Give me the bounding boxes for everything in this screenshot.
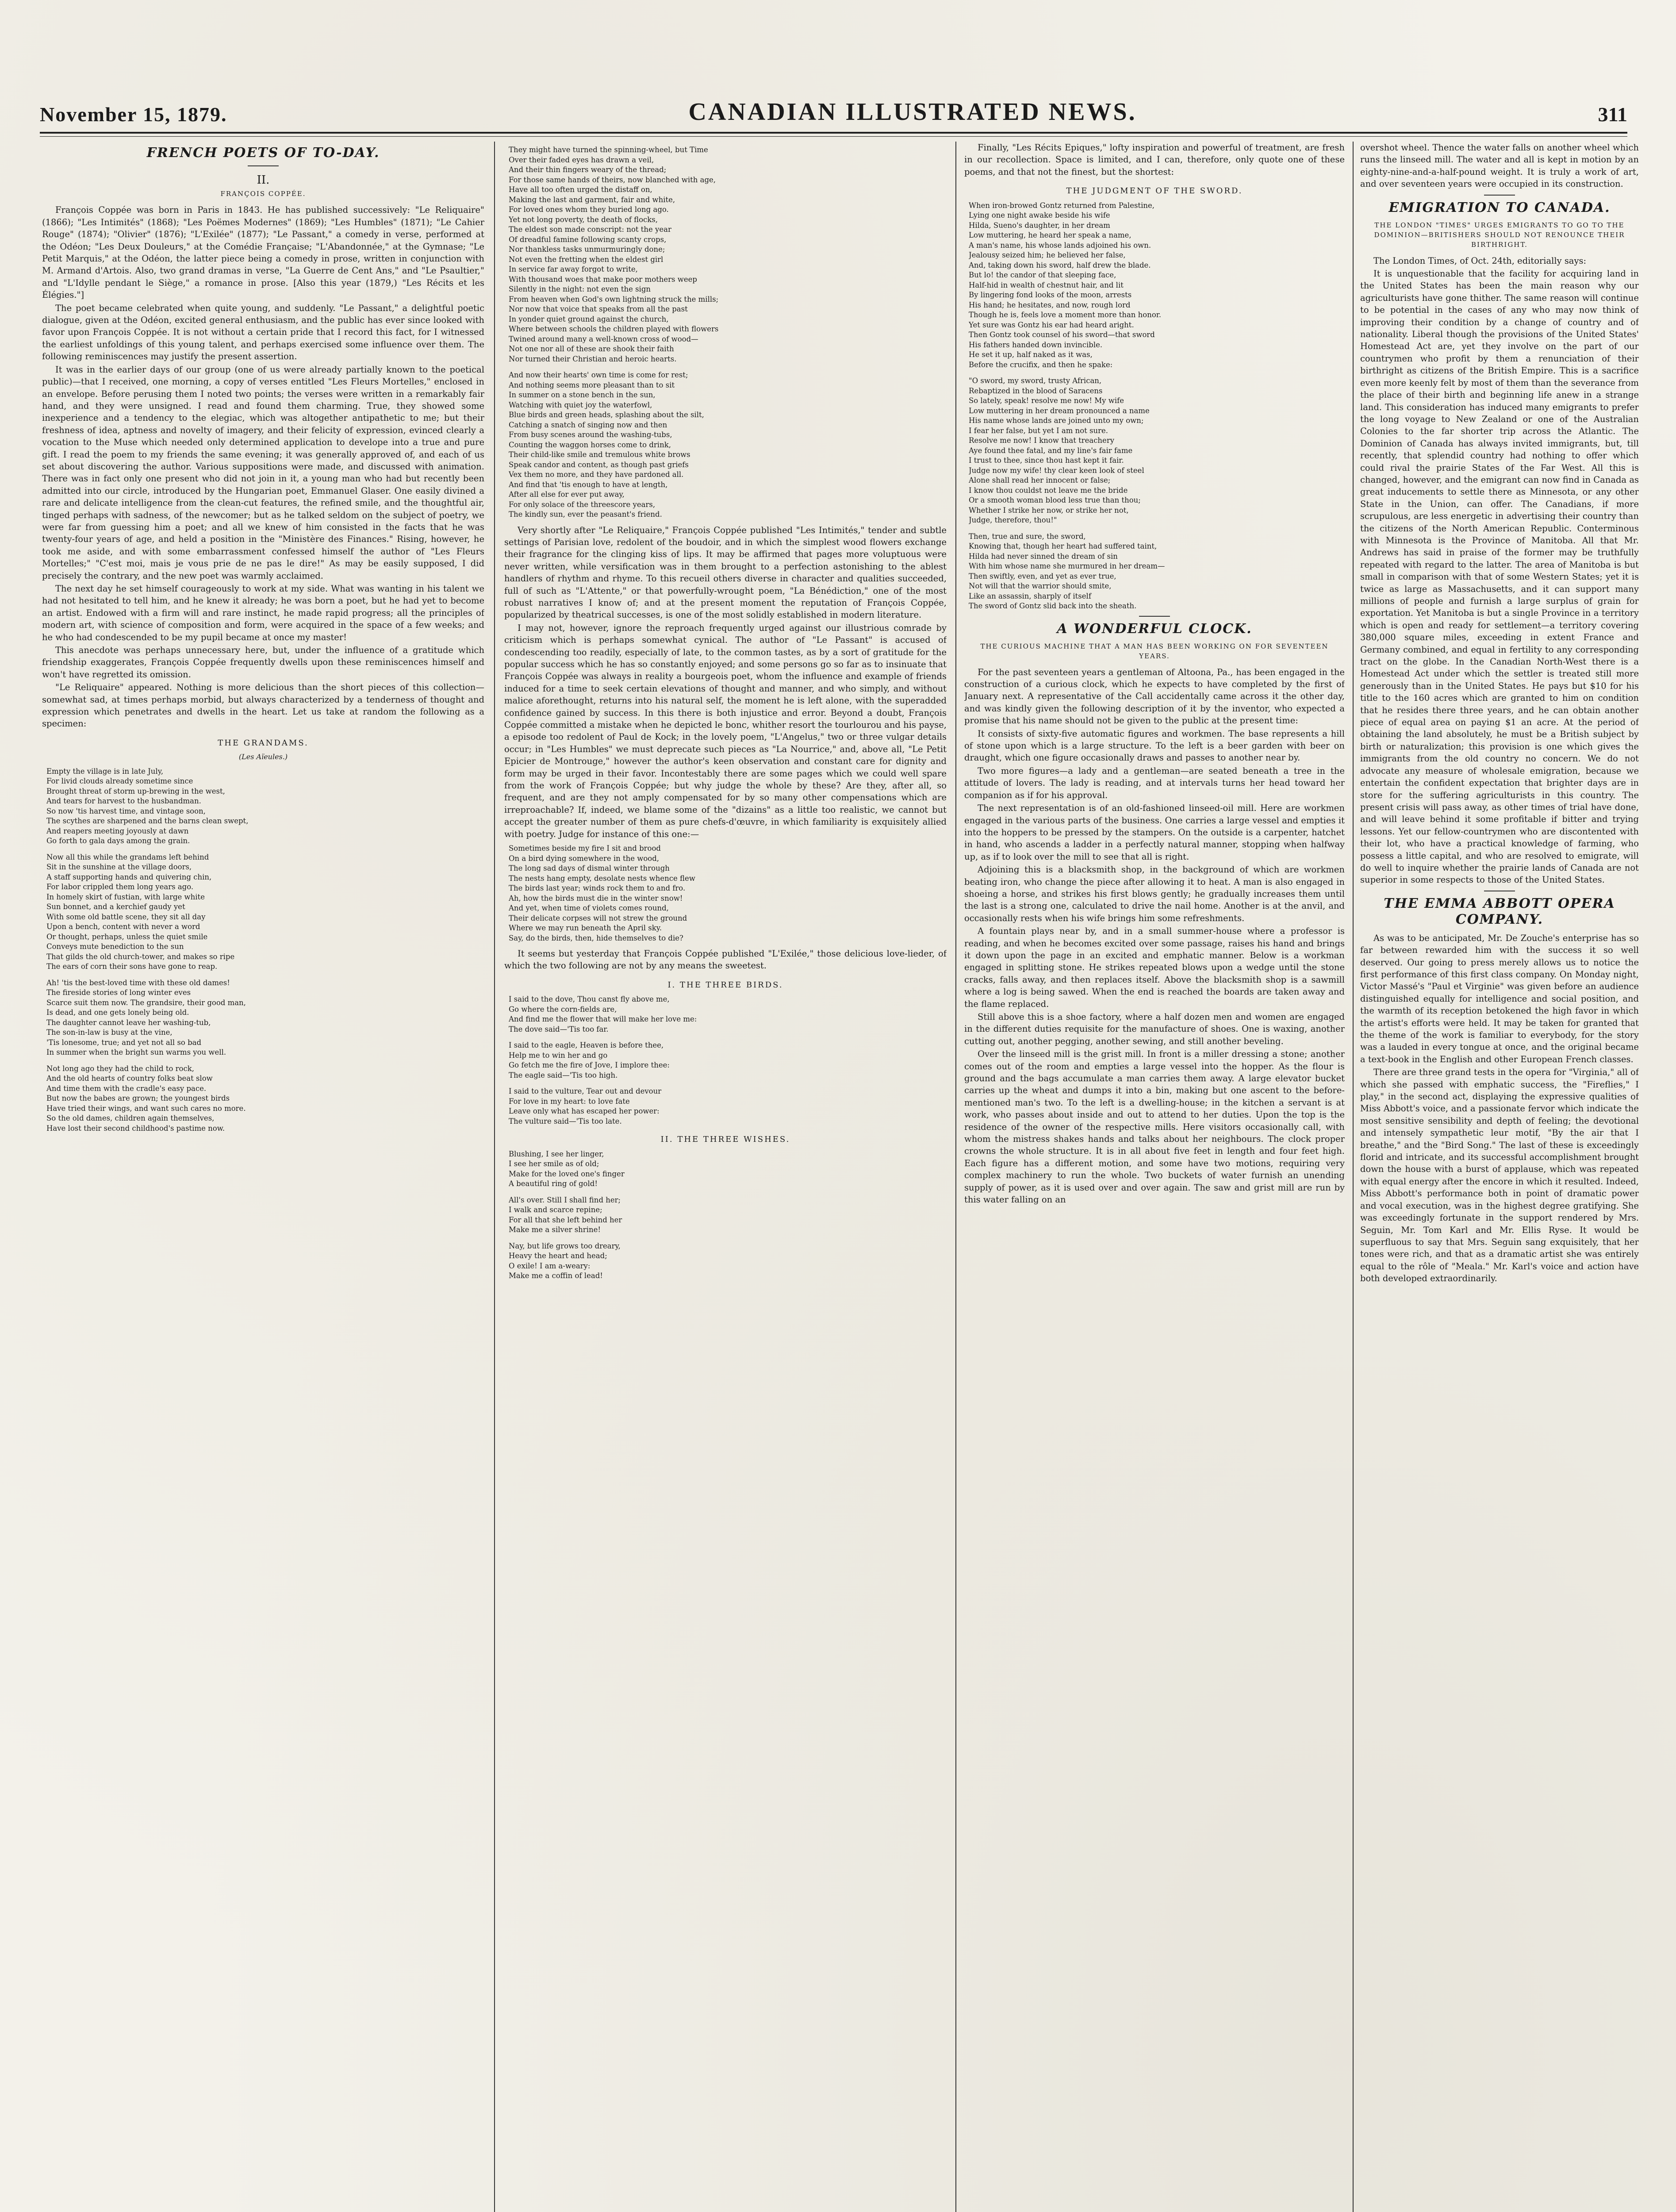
- poem-line: Have tried their wings, and want such cares no more.: [46, 1104, 246, 1113]
- poem-line: With some old battle scene, they sit all day: [46, 912, 206, 921]
- poem-line: By lingering fond looks of the moon, arrests: [969, 291, 1132, 300]
- title-rule: [248, 165, 279, 166]
- poem-line: Leave only what has escaped her power:: [509, 1107, 660, 1116]
- poem-line: Make for the loved one's finger: [509, 1169, 625, 1178]
- poem-line: Of dreadful famine following scanty crops,: [509, 235, 667, 244]
- poem-line: "O sword, my sword, trusty African,: [969, 376, 1102, 385]
- paragraph: Two more figures—a lady and a gentleman—are seated beneath a tree in the attitude of lovers. The lady is reading, and at intervals turns her head toward her companion as if for his approval.: [964, 765, 1345, 800]
- emigration-paragraphs: [1360, 255, 1639, 886]
- column-1: [42, 142, 484, 2212]
- paragraph: This anecdote was perhaps unnecessary here, but, under the influence of a gratitude which friendship exaggerates, François Coppée frequently dwells upon these reminiscences himself and won't have regretted its omission.: [42, 645, 484, 680]
- poem-line: O exile! I am a-weary:: [509, 1261, 591, 1270]
- poem-line: Then swiftly, even, and yet as ever true,: [969, 572, 1116, 580]
- poem-line: Low muttering in her dream pronounced a name: [969, 406, 1150, 415]
- poem-dizain: [509, 844, 947, 943]
- poem-line: Or thought, perhaps, unless the quiet smile: [46, 932, 208, 941]
- poem-line: For livid clouds already sometime since: [46, 777, 193, 786]
- poem-line: Go where the corn-fields are,: [509, 1005, 617, 1014]
- poem-line: Whether I strike her now, or strike her not,: [969, 506, 1129, 515]
- opera-paragraphs: [1360, 932, 1639, 1285]
- poem-line: Empty the village is in late July,: [46, 767, 164, 776]
- stanza-break: [509, 1034, 947, 1041]
- poem-line: Alone shall read her innocent or false;: [969, 476, 1111, 485]
- poem-line: With thousand woes that make poor mothers weep: [509, 275, 697, 284]
- poem-line: Not will that the warrior should smite,: [969, 582, 1112, 591]
- poem-line: And yet, when time of violets comes round,: [509, 904, 669, 913]
- stanza-break: [509, 1080, 947, 1087]
- poem-line: And, taking down his sword, half drew the blade.: [969, 261, 1151, 269]
- poem-line: And the old hearts of country folks beat slow: [46, 1074, 213, 1083]
- paragraph: It seems but yesterday that François Coppée published "L'Exilée," those delicious love-lieder, of which the two following are not by any means the sweetest.: [504, 949, 947, 971]
- poem-line: Have all too often urged the distaff on,: [509, 185, 652, 194]
- poem-line: Now all this while the grandams left behind: [46, 853, 209, 861]
- poem-line: His fathers handed down invincible.: [969, 340, 1103, 349]
- poem-grandams: [46, 767, 484, 1134]
- poem-line: The kindly sun, ever the peasant's friend.: [509, 510, 662, 518]
- poem-line: I see her smile as of old;: [509, 1160, 599, 1168]
- poem-line: Their delicate corpses will not strew the ground: [509, 914, 687, 922]
- issue-date: November 15, 1879.: [40, 103, 227, 126]
- poem-title-grandams: THE GRANDAMS.: [218, 738, 309, 748]
- poem-grandams-continued: [509, 145, 947, 520]
- poem-line: Scarce suit them now. The grandsire, their good man,: [46, 998, 246, 1007]
- poem-line: When iron-browed Gontz returned from Palestine,: [969, 201, 1154, 210]
- stanza-break: [509, 1235, 947, 1241]
- column-3: [964, 142, 1345, 2212]
- poem-line: Have lost their second childhood's pastime now.: [46, 1124, 225, 1133]
- clock-paragraphs: [964, 666, 1345, 1206]
- poem-line: The daughter cannot leave her washing-tub,: [46, 1018, 211, 1027]
- paragraph: It consists of sixty-five automatic figures and workmen. The base represents a hill of stone upon which is a large structure. To the left is a beer garden with beer on draught, which one figure occasionally draws and passes to another near by.: [964, 728, 1345, 763]
- poem-line: With him whose name she murmured in her dream—: [969, 562, 1165, 571]
- poem-line: Sun bonnet, and a kerchief gaudy yet: [46, 902, 185, 911]
- poem-line: Their child-like smile and tremulous white brows: [509, 450, 690, 459]
- poem-line: A beautiful ring of gold!: [509, 1179, 598, 1188]
- poem-line: Catching a snatch of singing now and then: [509, 420, 667, 429]
- poem-line: On a bird dying somewhere in the wood,: [509, 854, 660, 863]
- poem-line: His name whose lands are joined unto my own;: [969, 416, 1144, 425]
- poem-line: Upon a bench, content with never a word: [46, 922, 200, 931]
- poem-line: Make me a coffin of lead!: [509, 1271, 603, 1280]
- poem-line: Vex them no more, and they have pardoned all.: [509, 470, 684, 479]
- poem-line: Then, true and sure, the sword,: [969, 532, 1086, 541]
- poem-line: Twined around many a well-known cross of wood—: [509, 334, 698, 343]
- section-rule: [1139, 616, 1170, 617]
- poem-line: Nor now that voice that speaks from all the past: [509, 305, 688, 313]
- poem-title-three-birds: I. THE THREE BIRDS.: [667, 980, 783, 990]
- poem-judgment-sword: [969, 201, 1345, 611]
- poem-line: For love in my heart: to love fate: [509, 1097, 630, 1106]
- stanza-break: [969, 370, 1345, 376]
- poem-line: Silently in the night: not even the sign: [509, 285, 651, 293]
- poem-line: Counting the waggon horses come to drink,: [509, 440, 671, 449]
- poem-line: Making the last and garment, fair and white,: [509, 195, 675, 204]
- poem-line: Low muttering, he heard her speak a name,: [969, 231, 1131, 240]
- paragraph: Still above this is a shoe factory, where a half dozen men and women are engaged in the different duties requisite for the manufacture of shoes. One is waxing, another cutting out, another pegging, another sewing, and still another beveling.: [964, 1012, 1345, 1046]
- poem-line: For all that she left behind her: [509, 1215, 622, 1224]
- poem-line: In service far away forgot to write,: [509, 265, 638, 273]
- poem-line: Hilda had never sinned the dream of sin: [969, 552, 1118, 561]
- poem-line: And time them with the cradle's easy pace.: [46, 1084, 207, 1093]
- poem-line: So now 'tis harvest time, and vintage soon,: [46, 806, 206, 815]
- poem-line: And find that 'tis enough to have at length,: [509, 480, 668, 489]
- stanza-break: [46, 972, 484, 978]
- poem-line: Heavy the heart and head;: [509, 1252, 607, 1260]
- paragraph: It is unquestionable that the facility for acquiring land in the United States has been the main reason why our agriculturists have gone thither. The same reason will continue to be potential in the cases of any who may now think of improving their condition by a change of country and of nationality. Liberal though the provisions of the United States' Homestead Act are, yet they involve on the part of our countrymen who profit by them a renunciation of their birthright as citizens of the British Empire. This is a sacrifice even more keenly felt by most of them than the severance from the place of their birth and beginning life anew in a strange land. This consideration has induced many emigrants to prefer the long voyage to New Zealand or one of the Australian Colonies to the far shorter trip across the Atlantic. The Dominion of Canada has always invited immigrants, but, till recently, that splendid country had nothing to offer which could rival the prairie States of the Far West. All this is changed, however, and the emigrant can now find in Canada as great inducements to settle there as Minnesota, or any other State in the Union, can offer. The Canadians, if more scrupulous, are less energetic in advertising their country than the citizens of the North American Republic. Conterminous with Minnesota is the Province of Manitoba. All that Mr. Andrews has said in praise of the former may be truthfully repeated with regard to the latter. The area of Manitoba is but small in comparison with that of some Western States; yet it is twice as large as Massachusetts, and it can support many millions of people and furnish a large surplus of grain for exportation. Yet Manitoba is but a single Province in a territory which is open and ready for settlement—a territory covering 380,000 square miles, exceeding in extent France and Germany combined, and equal in fertility to any corresponding tract on the globe. In the Canadian North-West there is a Homestead Act under which the settler is treated still more generously than in the United States. He pays but $10 for his title to the 160 acres which are granted to him on condition that he resides there three years, and he can obtain another piece of equal area on paying $1 an acre. At the period of obtaining the land absolutely, he must be a British subject by birth or naturalization; this provision is one which gives the immigrants from the old country no concern. We do not advocate any measure of wholesale emigration, because we entertain the confident expectation that brighter days are in store for the suffering agriculturists in this country. The present crisis will pass away, as other times of trial have done, and will leave behind it some profitable if bitter and trying lessons. Yet our fellow-countrymen who are discontented with their lot, who have a practical knowledge of farming, who possess a little capital, and who are resolved to emigrate, will do well to inquire whether the prairie lands of Canada are not superior in some respects to those of the United States.: [1360, 269, 1639, 885]
- poem-title-three-wishes: II. THE THREE WISHES.: [660, 1135, 790, 1144]
- poem-line: I trust to thee, since thou hast kept it fair.: [969, 456, 1124, 465]
- article-title-french-poets: FRENCH POETS OF TO-DAY.: [146, 145, 380, 161]
- poem-line: But lo! the candor of that sleeping face,: [969, 271, 1116, 280]
- poem-line: In summer on a stone bench in the sun,: [509, 391, 656, 399]
- poem-line: Nor turned their Christian and heroic hearts.: [509, 354, 677, 363]
- poem-line: Yet not long poverty, the death of flocks,: [509, 215, 658, 224]
- poem-line: In summer when the bright sun warms you well.: [46, 1048, 226, 1057]
- poem-line: And reapers meeting joyously at dawn: [46, 826, 189, 835]
- paragraph: It was in the earlier days of our group (one of us were already partially known to the poetical public)—that I received, one morning, a copy of verses entitled "Les Fleurs Mortelles," enclosed in an envelope. Before perusing them I noted two points; the verses were written in a remarkably fair hand, and they were unsigned. I read and found them charming. True, they showed some inexperience and a tendency to the elegiac, which was altogether antipathetic to me; but their freshness of idea, aptness and novelty of imagery, and their felicity of expression, evinced clearly a vocation to the Muse which needed only determined application to develope into a true and pure gift. I read the poem to my friends the same evening; it was generally approved of, and each of us set about discovering the author. Various suppositions were made, and discussed with animation. There was in fact only one present who did not join in it, a young man who had but recently been admitted into our circle, introduced by the Hungarian poet, Emmanuel Glaser. One easily divined a rare and delicate intelligence from the clean-cut features, the refined smile, and the thoughtful air, tinged perhaps with sadness, of the newcomer; but as he talked seldom on the subject of poetry, we were far from guessing him a poet; and all we knew of him consisted in the facts that he was twenty-four years of age, and held a position in the "Ministère des Finances." Rising, however, he took me aside, and with some embarrassment confessed himself the author of "Les Fleurs Mortelles;" "C'est moi, mais je vous prie de ne pas le dire!" As may be easily supposed, I did precisely the contrary, and the new poet was warmly acclaimed.: [42, 364, 484, 581]
- masthead-rule: [40, 132, 1627, 137]
- article-subtitle: FRANÇOIS COPPÉE.: [220, 190, 306, 198]
- poem-line: For only solace of the threescore years,: [509, 500, 656, 509]
- poem-line: They might have turned the spinning-wheel, but Time: [509, 146, 708, 154]
- poem-line: Speak candor and content, as though past griefs: [509, 460, 689, 469]
- poem-three-wishes: [509, 1149, 947, 1281]
- poem-line: Ah! 'tis the best-loved time with these old dames!: [46, 978, 230, 987]
- poem-line: Resolve me now! I know that treachery: [969, 436, 1115, 445]
- poem-line: The eldest son made conscript: not the year: [509, 225, 671, 234]
- poem-line: And find me the flower that will make her love me:: [509, 1015, 697, 1024]
- poem-line: Where we may run beneath the April sky.: [509, 924, 662, 933]
- poem-line: Over their faded eyes has drawn a veil,: [509, 155, 654, 164]
- poem-line: Where between schools the children played with flowers: [509, 325, 719, 333]
- paragraph: Finally, "Les Récits Epiques," lofty inspiration and powerful of treatment, are fresh in our recollection. Space is limited, and I can, therefore, only quote one of these poems, and that not the finest, but the shortest:: [964, 142, 1345, 177]
- stanza-break: [509, 1189, 947, 1195]
- poem-line: Then Gontz took counsel of his sword—that sword: [969, 330, 1155, 339]
- poem-line: I said to the eagle, Heaven is before thee,: [509, 1041, 664, 1050]
- paragraph: François Coppée was born in Paris in 1843. He has published successively: "Le Reliquaire" (1866); "Les Intimités" (1868); "Les Poëmes Modernes" (1869); "Les Humbles" (1871); "Le Cahier Rouge" (1874); "Olivier" (1876); "L'Exilée" (1877); "Le Passant," a comedy in verse, performed at the Odéon; "Les Deux Douleurs," at the Comédie Française; "L'Abandonnée," at the Gymnase; "Le Petit Marquis," at the Odéon, the latter piece being a comedy in prose, written in conjunction with M. Armand d'Artois. Also, two grand dramas in verse, "La Guerre de Cent Ans," and "Le Psaultier," and "L'Idylle pendant le Siège," a romance in prose. [Also this year (1879,) "Les Récits et les Élégies."]: [42, 205, 484, 300]
- poem-line: Conveys mute benediction to the sun: [46, 942, 184, 951]
- poem-line: And tears for harvest to the husbandman.: [46, 797, 201, 806]
- poem-line: From busy scenes around the washing-tubs,: [509, 430, 672, 439]
- poem-line: I know thou couldst not leave me the bride: [969, 486, 1128, 495]
- poem-line: The long sad days of dismal winter through: [509, 864, 670, 873]
- poem-line: A man's name, his whose lands adjoined his own.: [969, 241, 1151, 250]
- poem-line: The dove said—'Tis too far.: [509, 1025, 609, 1033]
- poem-line: Sometimes beside my fire I sit and brood: [509, 844, 661, 853]
- poem-line: I said to the dove, Thou canst fly above me,: [509, 995, 670, 1004]
- column-divider: [1353, 142, 1354, 2212]
- column-divider: [494, 142, 495, 2212]
- masthead: [40, 86, 1627, 126]
- col2-paragraphs-b: [504, 948, 947, 972]
- poem-line: Like an assassin, sharply of itself: [969, 591, 1091, 600]
- paragraph: I may not, however, ignore the reproach frequently urged against our illustrious comrade by criticism which is perhaps somewhat cynical. The author of "Le Passant" is accused of condescending too readily, especially of late, to the common tastes, as by a sort of gratitude for the popular success which he has so constantly enjoyed; and some persons go so far as to insinuate that François Coppée was always in reality a bourgeois poet, whom the influence and example of friends induced for a time to seek certain elevations of thought and manner, and who simply, and without malice aforethought, returns into his natural self, the moment he is left alone, with the superadded confidence gained by success. In this there is both injustice and error. Beyond a doubt, François Coppée committed a mistake when he depicted le bonc, whither resort the tourlourou and his payse, a episode too redolent of Paul de Kock; in the lovely poem, "L'Angelus," two or three vulgar details occur; in "Les Humbles" we must deprecate such pieces as "La Nourrice," and, above all, "Le Petit Epicier de Montrouge," however the author's keen observation and constant care for dignity and form may be urged in their favor. Incontestably there are some pages which we could well spare from the work of François Coppée; but why judge the whole by these? Are they, after all, so frequent, and are they not amply compensated for by so many other compensations which are irreproachable? If, indeed, we blame some of the "dizains" as a little too realistic, we cannot but accept the greater number of them as pure chefs-d'œuvre, in which familiarity is exquisitely allied with poetry. Judge for instance of this one:—: [504, 622, 947, 839]
- poem-three-birds: [509, 995, 947, 1126]
- poem-line: In yonder quiet ground against the church,: [509, 315, 669, 323]
- poem-line: I walk and scarce repine;: [509, 1206, 602, 1214]
- poem-line: Nay, but life grows too dreary,: [509, 1241, 621, 1250]
- col3-paragraphs: [964, 142, 1345, 178]
- paragraph: For the past seventeen years a gentleman of Altoona, Pa., has been engaged in the construction of a curious clock, which he expects to have completed by the first of January next. A representative of the Call accidentally came across it the other day, and was kindly given the following description of it by the inventor, who expected a promise that his name should not be given to the public at the present time:: [964, 667, 1345, 726]
- poem-line: Aye found thee fatal, and my line's fair fame: [969, 446, 1133, 455]
- poem-line: Nor thankless tasks unmurmuringly done;: [509, 245, 665, 253]
- poem-line: Is dead, and one gets lonely being old.: [46, 1008, 189, 1017]
- poem-subtitle-grandams: (Les Aïeules.): [238, 753, 288, 761]
- poem-line: Sit in the sunshine at the village doors,: [46, 863, 192, 872]
- poem-line: Not long ago they had the child to rock,: [46, 1064, 194, 1073]
- poem-line: Before the crucifix, and then he spake:: [969, 360, 1113, 369]
- poem-line: The scythes are sharpened and the barns clean swept,: [46, 817, 249, 826]
- article-title-emigration: EMIGRATION TO CANADA.: [1388, 200, 1611, 215]
- poem-line: Judge now my wife! thy clear keen look of steel: [969, 466, 1144, 475]
- stanza-break: [46, 1058, 484, 1064]
- paragraph: The next representation is of an old-fashioned linseed-oil mill. Here are workmen engaged in the various parts of the business. One carries a large vessel and empties it into the hoppers to be pressed by the stampers. On the outside is a carpenter, hatchet in hand, who ascends a ladder in a perfectly natural manner, stopping when halfway up, as if to look over the mill to see that all is right.: [964, 803, 1345, 862]
- paragraph: Very shortly after "Le Reliquaire," François Coppée published "Les Intimités," tender and subtle settings of Parisian love, redolent of the boudoir, and in which the simplest wood flowers exchange their fragrance for the clinging kiss of lips. It may be affirmed that pages more voluptuous were never written, while versification was in them brought to a perfection astonishing to the ablest handlers of rhythm and rhyme. To this recueil others diverse in character and qualities succeeded, full of such as "L'Attente," or that powerfully-wrought poem, "La Bénédiction," one of the most robust narratives I know of; and at the present moment the reputation of François Coppée, popularized by theatrical successes, is one of the most solidly established in modern literature.: [504, 525, 947, 620]
- poem-line: Knowing that, though her heart had suffered taint,: [969, 542, 1157, 551]
- poem-line: Though he is, feels love a moment more than honor.: [969, 311, 1162, 319]
- poem-line: Brought threat of storm up-brewing in the west,: [46, 787, 225, 795]
- poem-line: The birds last year; winds rock them to and fro.: [509, 884, 686, 893]
- paragraph: The poet became celebrated when quite young, and suddenly. "Le Passant," a delightful poetic dialogue, given at the Odéon, excited general enthusiasm, and the public has ever since looked with favor upon François Coppée. It is not without a certain pride that I record this fact, for I witnessed the earliest unfoldings of this young talent, and perhaps exercised some influence over them. The following reminiscences may justify the present assertion.: [42, 303, 484, 362]
- paragraph: The next day he set himself courageously to work at my side. What was wanting in his talent we had not hesitated to tell him, and he knew it already; he was born a poet, but he had yet to become an artist. Endowed with a firm will and rare instinct, he made rapid progress; all the principles of modern art, with science of composition and form, were acquired in the space of a few weeks; and he who had condescended to be my pupil became at once my master!: [42, 584, 484, 642]
- poem-line: In homely skirt of fustian, with large white: [46, 892, 205, 901]
- paragraph: Adjoining this is a blacksmith shop, in the background of which are workmen beating iron, who change the piece after allowing it to heat. A man is also engaged in shoeing a horse, and strikes his first blows gently; he gradually increases them until the last is a strong one, calculated to drive the nail home. Another is at the anvil, and occasionally rests when his wife brings him some refreshments.: [964, 864, 1345, 923]
- poem-line: Rebaptized in the blood of Saracens: [969, 386, 1103, 395]
- poem-line: And their thin fingers weary of the thread;: [509, 165, 667, 174]
- poem-line: So lately, speak! resolve me now! My wife: [969, 396, 1124, 405]
- paragraph: "Le Reliquaire" appeared. Nothing is more delicious than the short pieces of this collection—somewhat sad, at times perhaps morbid, but always characterized by a tenderness of thought and expression which penetrates and dwells in the heart. Let us take at random the following as a specimen:: [42, 682, 484, 729]
- poem-line: Not even the fretting when the eldest girl: [509, 255, 663, 264]
- poem-line: For those same hands of theirs, now blanched with age,: [509, 175, 716, 184]
- poem-line: A staff supporting hands and quivering chin,: [46, 872, 212, 881]
- poem-line: His hand; he hesitates, and now, rough lord: [969, 300, 1131, 309]
- poem-line: For loved ones whom they buried long ago.: [509, 205, 669, 214]
- poem-line: Blue birds and green heads, splashing about the silt,: [509, 411, 704, 419]
- poem-line: Hilda, Sueno's daughter, in her dream: [969, 221, 1110, 230]
- poem-line: But now the babes are grown; the youngest birds: [46, 1094, 230, 1103]
- poem-line: From heaven when God's own lightning struck the mills;: [509, 295, 719, 303]
- poem-line: I said to the vulture, Tear out and devour: [509, 1087, 662, 1096]
- article-title-emma-abbott: THE EMMA ABBOTT OPERA COMPANY.: [1384, 895, 1615, 927]
- stanza-break: [969, 526, 1345, 532]
- poem-line: Say, do the birds, then, hide themselves to die?: [509, 933, 683, 942]
- paragraph: A fountain plays near by, and in a small summer-house where a professor is reading, and when he becomes excited over some passage, raises his hand and brings it down upon the page in an excited and emphatic manner. Below is a workman engaged in splitting stone. He strikes repeated blows upon a wedge until the stone cracks, falls away, and then replaces itself. Above the blacksmith shop is a sawmill where a log is being sawed. When the end is reached the boards are taken away and the flame replaced.: [964, 926, 1345, 1009]
- poem-line: And nothing seems more pleasant than to sit: [509, 380, 675, 389]
- stanza-break: [46, 846, 484, 853]
- poem-line: Half-hid in wealth of chestnut hair, and lit: [969, 280, 1124, 289]
- poem-line: Make me a silver shrine!: [509, 1225, 601, 1234]
- poem-line: The fireside stories of long winter eves: [46, 988, 191, 997]
- poem-line: Judge, therefore, thou!": [969, 516, 1057, 525]
- stanza-break: [509, 364, 947, 370]
- article-subtitle-emigration: THE LONDON "TIMES" URGES EMIGRANTS TO GO TO THE DOMINION—BRITISHERS SHOULD NOT RENOUNCE THEIR BIRTHRIGHT.: [1374, 221, 1625, 249]
- section-rule: [1484, 195, 1515, 196]
- article-title-wonderful-clock: A WONDERFUL CLOCK.: [1057, 621, 1252, 637]
- poem-line: And now their hearts' own time is come for rest;: [509, 371, 688, 379]
- poem-line: The ears of corn their sons have gone to reap.: [46, 962, 218, 971]
- col4-paragraphs: [1360, 142, 1639, 190]
- poem-line: Or a smooth woman blood less true than thou;: [969, 496, 1141, 505]
- column-divider: [955, 142, 956, 2212]
- poem-title-judgment-sword: THE JUDGMENT OF THE SWORD.: [1066, 186, 1243, 196]
- poem-line: The vulture said—'Tis too late.: [509, 1117, 622, 1125]
- poem-line: The son-in-law is busy at the vine,: [46, 1028, 173, 1037]
- poem-line: The nests hang empty, desolate nests whence flew: [509, 874, 695, 883]
- paragraph: overshot wheel. Thence the water falls on another wheel which runs the linseed mill. The water and all is kept in motion by an eighty-nine-and-a-half-pound weight. It is truly a work of art, and over seventeen years were occupied in its construction.: [1360, 142, 1639, 189]
- col2-paragraphs: [504, 524, 947, 841]
- poem-line: Blushing, I see her linger,: [509, 1149, 604, 1158]
- article-numeral: II.: [257, 173, 270, 187]
- poem-line: Go forth to gala days among the grain.: [46, 837, 190, 845]
- poem-line: He set it up, half naked as it was,: [969, 350, 1093, 359]
- poem-line: I fear her false, but yet I am not sure.: [969, 426, 1108, 435]
- col1-paragraphs: [42, 204, 484, 730]
- page-number: 311: [1598, 103, 1627, 126]
- poem-line: The sword of Gontz slid back into the sheath.: [969, 602, 1137, 611]
- poem-line: That gilds the old church-tower, and makes so ripe: [46, 952, 235, 961]
- paragraph: Over the linseed mill is the grist mill. In front is a miller dressing a stone; another comes out of the room and empties a large vessel into the hopper. As the flour is ground and the bags accumulate a man carries them away. A large elevator bucket carries up the wheat and dumps it into a bin, making but one ascent to the before-mentioned man's two. To the left is a dwelling-house; in the kitchen a servant is at work, who passes about inside and out to attend to her duties. Upon the top is the residence of the owner of the respective mills. Here visitors occasionally call, with whom the mistress shakes hands and talks about her neighbours. The clock proper crowns the whole structure. It is in all about five feet in length and four feet high. Each figure has a different motion, and some have two motions, requiring very complex machinery to run the whole. Two buckets of water furnish an unending supply of power, as it is used over and over again. The saw and grist mill are run by this water falling on an: [964, 1049, 1345, 1205]
- column-2: [504, 142, 947, 2212]
- poem-line: Lying one night awake beside his wife: [969, 211, 1110, 220]
- poem-line: Yet sure was Gontz his ear had heard aright.: [969, 320, 1134, 329]
- poem-line: The eagle said—'Tis too high.: [509, 1071, 618, 1079]
- poem-line: Help me to win her and go: [509, 1051, 608, 1060]
- poem-line: Jealousy seized him; he believed her false,: [969, 251, 1126, 260]
- poem-line: Watching with quiet joy the waterfowl,: [509, 400, 652, 409]
- poem-line: For labor crippled them long years ago.: [46, 883, 194, 891]
- article-subtitle-wonderful-clock: THE CURIOUS MACHINE THAT A MAN HAS BEEN WORKING ON FOR SEVENTEEN YEARS.: [980, 642, 1329, 660]
- poem-line: So the old dames, children again themselves,: [46, 1114, 215, 1123]
- poem-line: All's over. Still I shall find her;: [509, 1195, 621, 1204]
- newspaper-title: CANADIAN ILLUSTRATED NEWS.: [688, 98, 1137, 126]
- poem-line: Ah, how the birds must die in the winter snow!: [509, 894, 683, 902]
- paragraph: As was to be anticipated, Mr. De Zouche's enterprise has so far between rewarded him with the success it so well deserved. Our going to press merely allows us to notice the first performance of this first class company. On Monday night, Victor Massé's "Paul et Virginie" was given before an audience distinguished equally for intelligence and social position, and the warmth of its reception betokened the high favor in which the artist's efforts were held. It may be taken for granted that the theme of the work is familiar to everybody, for the story was a lauded in every tongue at once, and the original became a text-book in the English and other European French classes.: [1360, 933, 1639, 1064]
- paragraph: The London Times, of Oct. 24th, editorially says:: [1373, 255, 1587, 266]
- poem-line: Go fetch me the fire of Jove, I implore thee:: [509, 1061, 670, 1070]
- poem-line: Not one nor all of these are shook their faith: [509, 345, 674, 353]
- poem-line: After all else for ever put away,: [509, 490, 625, 499]
- column-4: [1360, 142, 1639, 2212]
- paragraph: There are three grand tests in the opera for "Virginia," all of which she passed with emphatic success, the "Fireflies," I play," in the second act, displaying the expressive qualities of Miss Abbott's voice, and a passionate fervor which indicate the most sensitive sensibility and depth of feeling; the devotional and intensely sympathetic leur motif, "By the air that I breathe," and the "Bird Song." The last of these is exceedingly florid and intricate, and its successful accomplishment brought down the house with a burst of applause, which was repeated with equal energy after the encore in which it resulted. Indeed, Miss Abbott's performance both in point of dramatic power and vocal execution, was in the highest degree gratifying. She was exceedingly fortunate in the support rendered by Mrs. Seguin, Mr. Tom Karl and Mr. Ellis Ryse. It would be superfluous to say that Mrs. Seguin sang exquisitely, that her tones were rich, and that as a dramatic artist she was entirely equal to the rôle of "Meala." Mr. Karl's voice and action have both developed extraordinarily.: [1360, 1067, 1639, 1284]
- poem-line: 'Tis lonesome, true; and yet not all so bad: [46, 1038, 202, 1047]
